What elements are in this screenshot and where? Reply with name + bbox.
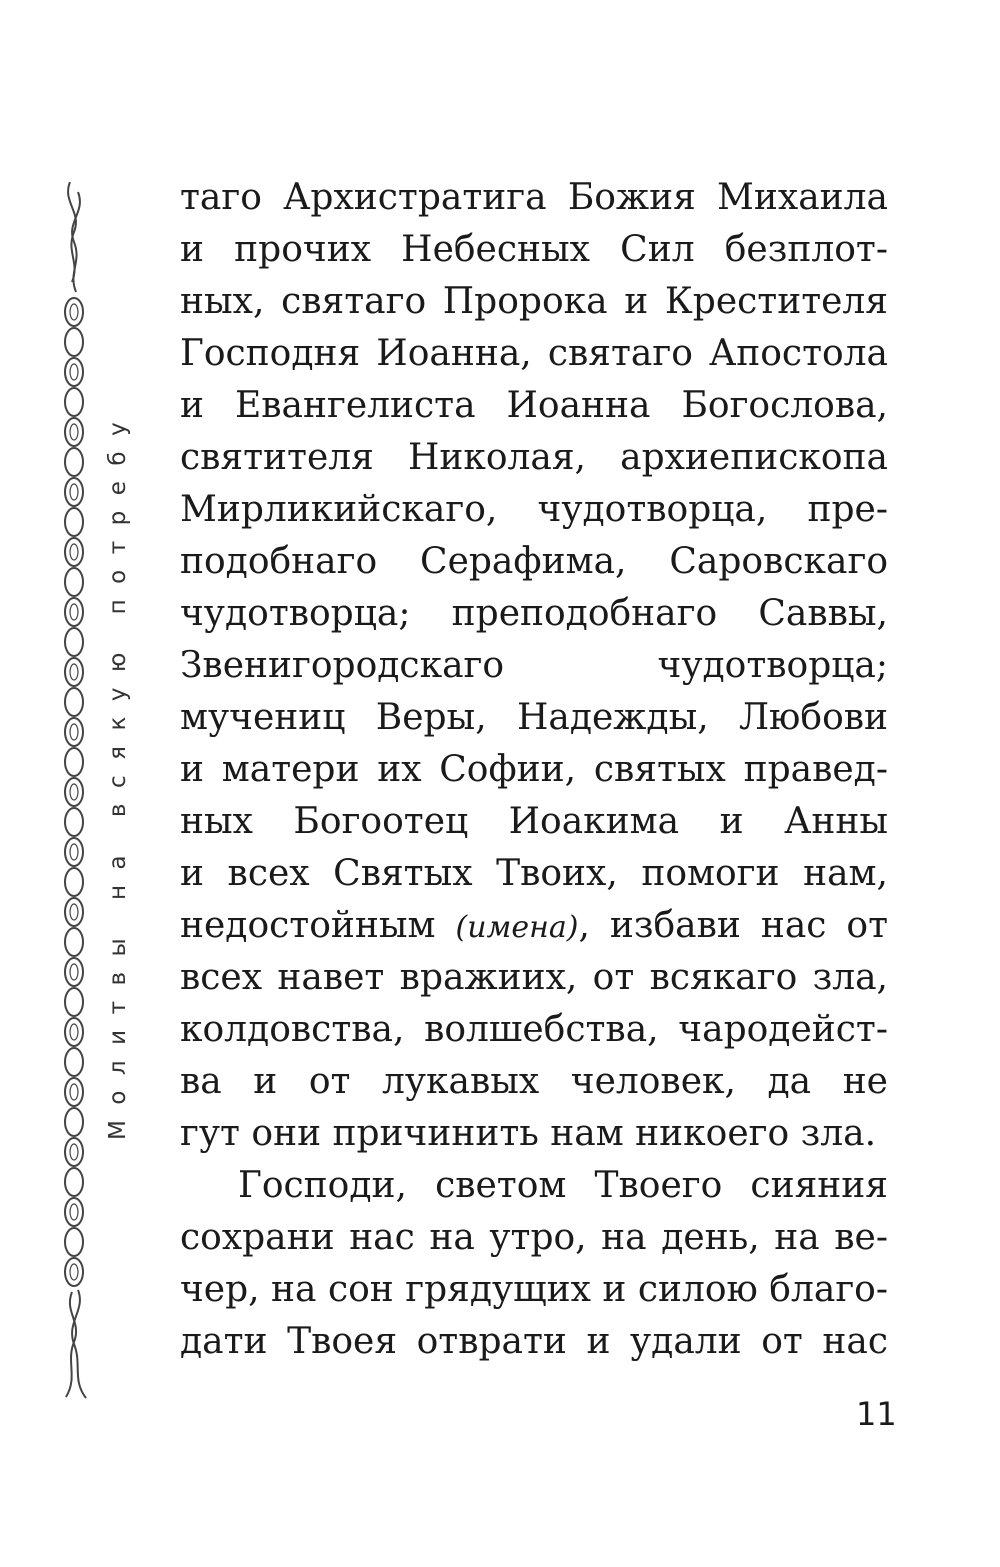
text-line: Звенигородскаго чудотворца; bbox=[180, 645, 888, 686]
text-line: и Евангелиста Иоанна Богослова, bbox=[180, 385, 888, 426]
text-line: и прочих Небесных Сил безплот- bbox=[180, 229, 888, 270]
text-line: и матери их Софии, святых правед- bbox=[180, 749, 888, 790]
text-line: и всех Святых Твоих, помоги нам, bbox=[180, 853, 888, 894]
text-line: святителя Николая, архиепископа bbox=[180, 437, 888, 478]
text-line: всех навет вражиих, от всякаго зла, bbox=[180, 957, 888, 998]
text-line: чудотворца; преподобнаго Саввы, bbox=[180, 593, 888, 634]
text-line: гут они причинить нам никоего зла. bbox=[180, 1113, 877, 1154]
text-line: мучениц Веры, Надежды, Любови bbox=[180, 697, 888, 738]
prayer-text bbox=[180, 172, 888, 1368]
names-placeholder: (имена) bbox=[455, 910, 579, 945]
text-line-with-names bbox=[180, 900, 888, 952]
text-line: дати Твоея отврати и удали от нас bbox=[180, 1321, 888, 1362]
page-number: 11 bbox=[856, 1395, 897, 1433]
text-line: колдовства, волшебства, чародейст- bbox=[180, 1009, 888, 1050]
text-line: чер, на сон грядущих и силою благо- bbox=[180, 1269, 888, 1310]
paragraph-first-line: Господи, светом Твоего сияния bbox=[238, 1165, 888, 1206]
text-fragment: недостойным bbox=[180, 905, 436, 946]
text-line: подобнаго Серафима, Саровскаго bbox=[180, 541, 888, 582]
text-fragment: , избави нас от bbox=[578, 905, 888, 946]
text-line: Господня Иоанна, святаго Апостола bbox=[180, 333, 888, 374]
text-line: ва и от лукавых человек, да не bbox=[180, 1061, 888, 1102]
text-line: Мирликийскаго, чудотворца, пре- bbox=[180, 489, 888, 530]
running-title-vertical: Молитвы на всякую потребу bbox=[105, 406, 131, 1140]
text-line: сохрани нас на утро, на день, на ве- bbox=[180, 1217, 888, 1258]
text-line: таго Архистратига Божия Михаила bbox=[180, 177, 888, 218]
text-line: ных Богоотец Иоакима и Анны bbox=[180, 801, 888, 842]
decorative-border-ornament bbox=[52, 182, 104, 1400]
text-line: ных, святаго Пророка и Крестителя bbox=[180, 281, 888, 322]
